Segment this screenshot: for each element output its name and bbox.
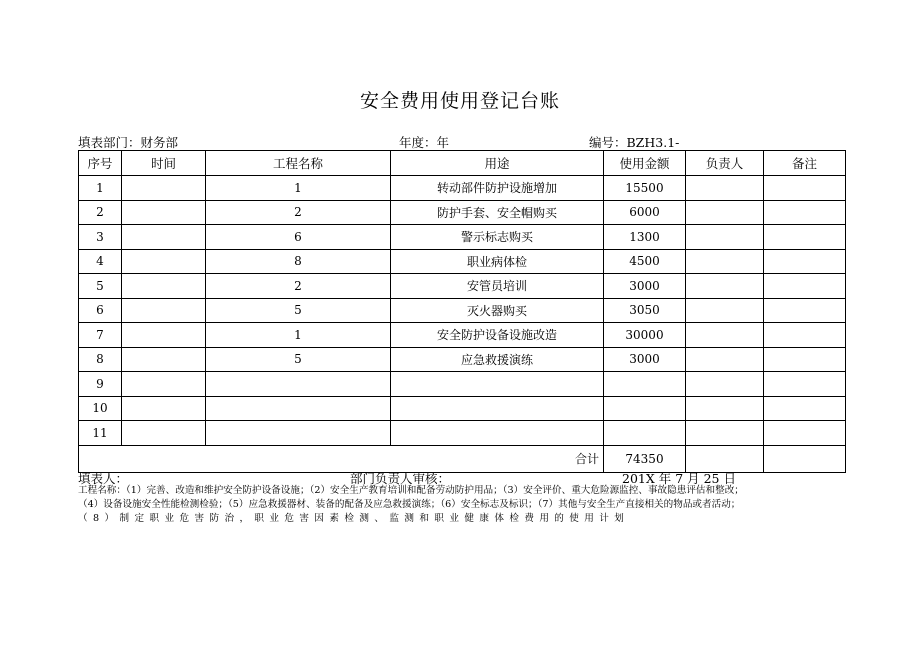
- cell-amount: 15500: [604, 176, 686, 201]
- cell-purpose: 职业病体检: [391, 249, 604, 274]
- cell-no: 9: [79, 372, 122, 397]
- cell-purpose: 灭火器购买: [391, 298, 604, 323]
- cell-note: [764, 372, 846, 397]
- cell-note: [764, 421, 846, 446]
- cell-amount: 30000: [604, 323, 686, 348]
- total-value: 74350: [604, 445, 686, 472]
- table-row: [79, 298, 846, 323]
- total-note: [764, 445, 846, 472]
- cell-note: [764, 249, 846, 274]
- table-row: [79, 249, 846, 274]
- cell-purpose: [391, 372, 604, 397]
- cell-person: [686, 298, 764, 323]
- table-row: [79, 396, 846, 421]
- total-person: [686, 445, 764, 472]
- cell-time: [122, 372, 206, 397]
- cell-project: 2: [206, 200, 391, 225]
- col-header-project: 工程名称: [206, 151, 391, 176]
- cell-note: [764, 323, 846, 348]
- cell-note: [764, 298, 846, 323]
- cell-project: 8: [206, 249, 391, 274]
- cell-project: [206, 372, 391, 397]
- cell-note: [764, 347, 846, 372]
- cell-purpose: 安管员培训: [391, 274, 604, 299]
- col-header-no: 序号: [79, 151, 122, 176]
- cell-no: 10: [79, 396, 122, 421]
- year-label: 年度：年: [399, 135, 450, 150]
- table-row: [79, 176, 846, 201]
- cell-note: [764, 396, 846, 421]
- cell-amount: 3000: [604, 274, 686, 299]
- table-row: [79, 274, 846, 299]
- cell-amount: 4500: [604, 249, 686, 274]
- cell-purpose: [391, 421, 604, 446]
- table-row: [79, 347, 846, 372]
- cell-amount: 3050: [604, 298, 686, 323]
- cell-purpose: 防护手套、安全帽购买: [391, 200, 604, 225]
- cell-person: [686, 225, 764, 250]
- cell-project: 1: [206, 323, 391, 348]
- cell-no: 2: [79, 200, 122, 225]
- cell-person: [686, 396, 764, 421]
- notes-line-3: （8）制定职业危害防治，职业危害因素检测、监测和职业健康体检费用的使用计划: [78, 513, 630, 524]
- cell-time: [122, 225, 206, 250]
- cell-person: [686, 323, 764, 348]
- cell-time: [122, 298, 206, 323]
- cell-amount: [604, 396, 686, 421]
- table-header-row: [79, 151, 846, 176]
- cell-project: 2: [206, 274, 391, 299]
- total-label: 合计: [79, 445, 604, 472]
- notes-line-1: 工程名称：（1）完善、改造和维护安全防护设备设施；（2）安全生产教育培训和配备劳动防护用品；（3）安全评价、重大危险源监控、事故隐患评估和整改；: [78, 485, 744, 496]
- ledger-table: [78, 150, 846, 473]
- cell-purpose: 安全防护设备设施改造: [391, 323, 604, 348]
- cell-person: [686, 200, 764, 225]
- cell-no: 1: [79, 176, 122, 201]
- cell-no: 7: [79, 323, 122, 348]
- filler-label: 填表人：: [78, 471, 129, 486]
- cell-no: 8: [79, 347, 122, 372]
- cell-no: 5: [79, 274, 122, 299]
- cell-time: [122, 249, 206, 274]
- cell-note: [764, 274, 846, 299]
- col-header-time: 时间: [122, 151, 206, 176]
- cell-amount: 6000: [604, 200, 686, 225]
- cell-no: 11: [79, 421, 122, 446]
- department-label: 填表部门：财务部: [78, 135, 179, 150]
- cell-time: [122, 274, 206, 299]
- cell-purpose: 应急救援演练: [391, 347, 604, 372]
- col-header-note: 备注: [764, 151, 846, 176]
- cell-purpose: 警示标志购买: [391, 225, 604, 250]
- table-row: [79, 225, 846, 250]
- cell-no: 3: [79, 225, 122, 250]
- cell-person: [686, 249, 764, 274]
- cell-time: [122, 200, 206, 225]
- col-header-person: 负责人: [686, 151, 764, 176]
- code-label: 编号：BZH3.1-: [589, 135, 680, 150]
- cell-project: 6: [206, 225, 391, 250]
- col-header-purpose: 用途: [391, 151, 604, 176]
- table-row: [79, 200, 846, 225]
- cell-project: [206, 421, 391, 446]
- cell-amount: [604, 421, 686, 446]
- cell-no: 4: [79, 249, 122, 274]
- reviewer-label: 部门负责人审核：: [350, 471, 451, 486]
- notes-line-2: （4）设备设施安全性能检测检验；（5）应急救援器材、装备的配备及应急救援演练；（6）安全标志及标识；（7）其他与安全生产直接相关的物品或者活动；: [78, 499, 741, 510]
- col-header-amount: 使用金额: [604, 151, 686, 176]
- cell-project: [206, 396, 391, 421]
- date-label: 201X 年 7 月 25 日: [622, 471, 736, 486]
- page-title: 安全费用使用登记台账: [359, 90, 560, 112]
- cell-project: 5: [206, 347, 391, 372]
- cell-project: 5: [206, 298, 391, 323]
- cell-person: [686, 274, 764, 299]
- cell-amount: 1300: [604, 225, 686, 250]
- cell-amount: 3000: [604, 347, 686, 372]
- cell-note: [764, 200, 846, 225]
- cell-person: [686, 421, 764, 446]
- cell-time: [122, 176, 206, 201]
- cell-time: [122, 347, 206, 372]
- cell-purpose: 转动部件防护设施增加: [391, 176, 604, 201]
- cell-amount: [604, 372, 686, 397]
- cell-person: [686, 176, 764, 201]
- cell-person: [686, 347, 764, 372]
- table-row: [79, 421, 846, 446]
- total-row: [79, 445, 846, 472]
- cell-no: 6: [79, 298, 122, 323]
- cell-note: [764, 225, 846, 250]
- cell-note: [764, 176, 846, 201]
- cell-time: [122, 396, 206, 421]
- cell-purpose: [391, 396, 604, 421]
- cell-time: [122, 421, 206, 446]
- cell-time: [122, 323, 206, 348]
- table-row: [79, 323, 846, 348]
- table-row: [79, 372, 846, 397]
- cell-person: [686, 372, 764, 397]
- cell-project: 1: [206, 176, 391, 201]
